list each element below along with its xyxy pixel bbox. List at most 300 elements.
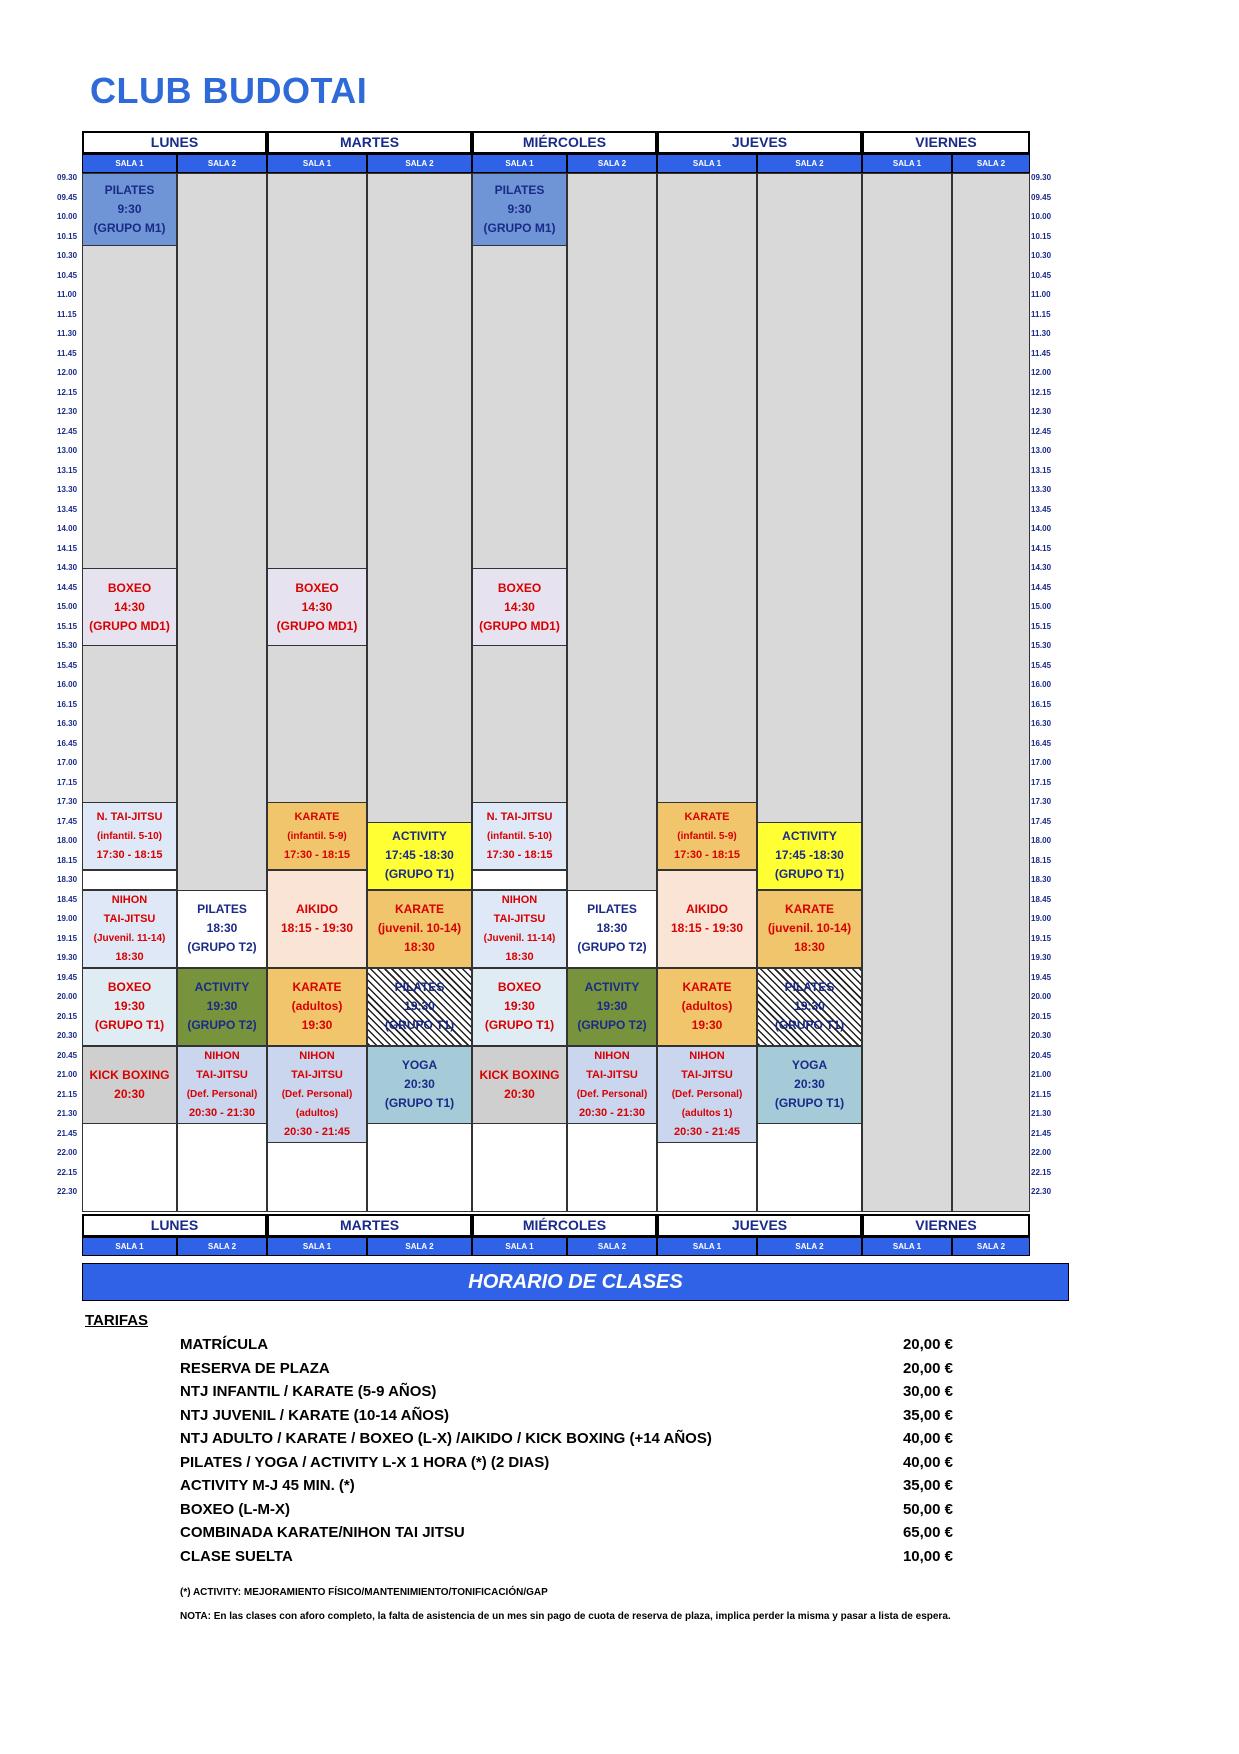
sala-header-9-bottom: SALA 2	[952, 1237, 1030, 1256]
sala-header-1-top: SALA 2	[177, 154, 267, 173]
class-block-jue-karate[interactable]	[657, 802, 757, 870]
class-line: 17:45 -18:30	[775, 848, 844, 863]
class-line: 20:30	[114, 1086, 145, 1101]
class-line: 18:15 - 19:30	[280, 921, 354, 935]
class-line: 18:30	[115, 950, 144, 963]
day-header-1-bottom: MARTES	[267, 1214, 472, 1237]
tarifa-label: NTJ JUVENIL / KARATE (10-14 AÑOS)	[180, 1406, 449, 1424]
class-line: (GRUPO T1)	[384, 1018, 455, 1033]
time-label-right: 11.45	[1031, 348, 1051, 358]
class-block-mier-pilates2[interactable]	[567, 890, 657, 968]
class-line: ACTIVITY	[782, 829, 837, 844]
class-line: (GRUPO M1)	[93, 221, 166, 236]
time-label-left: 17.15	[57, 777, 78, 787]
class-line: KICK BOXING	[479, 1067, 560, 1082]
class-block-mier-boxeo2[interactable]	[472, 968, 567, 1046]
time-label-right: 16.45	[1031, 738, 1052, 748]
time-label-left: 17.30	[57, 797, 78, 806]
class-line: KARATE	[684, 810, 730, 823]
class-block-mier-activity[interactable]	[567, 968, 657, 1046]
time-label-right: 09.45	[1031, 192, 1052, 202]
class-block-lunes-activity[interactable]	[177, 968, 267, 1046]
class-line: ACTIVITY	[392, 829, 447, 844]
time-label-left: 15.30	[57, 641, 78, 650]
sala-header-7-bottom: SALA 2	[757, 1237, 862, 1256]
time-label-left: 11.45	[57, 348, 77, 358]
class-block-jue-karate2[interactable]	[757, 890, 862, 968]
time-label-left: 20.00	[57, 992, 78, 1001]
time-label-left: 16.45	[57, 738, 78, 748]
time-label-left: 13.30	[57, 485, 78, 494]
time-label-right: 19.45	[1031, 972, 1052, 982]
class-line: 20:30 - 21:30	[188, 1106, 256, 1119]
class-line: AIKIDO	[686, 902, 728, 916]
class-line: TAI-JITSU	[681, 1069, 733, 1081]
class-line: (GRUPO T1)	[774, 867, 845, 882]
tarifa-price: 65,00 €	[902, 1524, 953, 1541]
tarifa-price: 10,00 €	[902, 1547, 953, 1565]
time-label-right: 12.00	[1031, 368, 1052, 377]
class-block-martes-karate3[interactable]	[267, 968, 367, 1046]
time-label-left: 14.00	[57, 524, 78, 533]
class-block-jue-activity[interactable]	[757, 822, 862, 890]
time-label-left: 15.00	[57, 602, 78, 611]
class-block-mier-ntai[interactable]	[472, 802, 567, 870]
day-header-3-bottom: JUEVES	[657, 1214, 862, 1237]
class-block-jue-yoga[interactable]	[757, 1046, 862, 1124]
sala-header-0-top: SALA 1	[82, 154, 177, 173]
class-line: PILATES	[104, 183, 155, 198]
class-line: (Juvenil. 11-14)	[483, 932, 556, 944]
time-label-right: 20.45	[1031, 1050, 1052, 1060]
tarifa-label: PILATES / YOGA / ACTIVITY L-X 1 HORA (*) (2 DIAS)	[180, 1453, 550, 1471]
class-line: (GRUPO MD1)	[89, 618, 170, 633]
time-label-left: 12.45	[57, 426, 78, 436]
class-line: TAI-JITSU	[291, 1069, 343, 1081]
class-line: (GRUPO T1)	[384, 867, 455, 882]
time-label-right: 21.30	[1031, 1109, 1052, 1118]
time-label-right: 16.30	[1031, 719, 1052, 728]
time-label-right: 20.15	[1031, 1011, 1052, 1021]
time-label-left: 21.15	[57, 1089, 78, 1099]
day-header-1-top: MARTES	[267, 131, 472, 154]
time-label-left: 12.15	[57, 387, 78, 397]
class-block-martes-pilates[interactable]	[367, 968, 472, 1046]
class-line: (GRUPO T1)	[774, 1096, 845, 1111]
footnote: (*) ACTIVITY: MEJORAMIENTO FÍSICO/MANTENIMIENTO/TONIFICACIÓN/GAP	[180, 1587, 548, 1598]
time-label-left: 20.45	[57, 1050, 78, 1060]
class-block-mier-boxeo[interactable]	[472, 568, 567, 646]
class-line: 20:30	[794, 1077, 825, 1092]
time-label-right: 14.00	[1031, 524, 1052, 533]
time-label-right: 13.00	[1031, 446, 1052, 455]
class-line: KARATE	[294, 810, 340, 823]
tarifa-price: 40,00 €	[902, 1453, 953, 1471]
class-line: (infantil. 5-9)	[677, 830, 737, 842]
class-block-martes-nihon[interactable]	[267, 1046, 367, 1144]
time-label-left: 13.45	[57, 504, 78, 514]
sala-header-0-bottom: SALA 1	[82, 1237, 177, 1256]
tarifa-label: RESERVA DE PLAZA	[180, 1359, 330, 1377]
day-header-0-bottom: LUNES	[82, 1214, 267, 1237]
class-line: BOXEO	[295, 580, 339, 595]
time-label-right: 17.30	[1031, 797, 1052, 806]
time-label-right: 11.30	[1031, 329, 1051, 338]
class-block-jue-pilates[interactable]	[757, 968, 862, 1046]
time-label-right: 12.15	[1031, 387, 1052, 397]
time-label-left: 13.15	[57, 465, 78, 475]
class-line: PILATES	[494, 183, 545, 198]
tarifas-heading: TARIFAS	[85, 1312, 149, 1329]
class-line: NIHON	[501, 893, 538, 906]
time-label-right: 17.15	[1031, 777, 1052, 787]
class-line: YOGA	[791, 1058, 828, 1073]
class-line: 20:30	[504, 1086, 535, 1101]
class-line: N. TAI-JITSU	[486, 810, 553, 823]
time-label-right: 20.00	[1031, 992, 1052, 1001]
class-line: (juvenil. 10-14)	[377, 921, 462, 936]
sala-header-3-bottom: SALA 2	[367, 1237, 472, 1256]
class-line: KARATE	[784, 902, 835, 917]
time-label-left: 13.00	[57, 446, 78, 455]
column-8	[862, 173, 952, 1212]
class-line: KARATE	[292, 980, 342, 995]
sala-header-2-top: SALA 1	[267, 154, 367, 173]
time-label-right: 21.45	[1031, 1128, 1052, 1138]
class-line: (GRUPO T2)	[577, 1018, 647, 1033]
class-line: BOXEO	[107, 580, 152, 595]
time-label-left: 11.30	[57, 329, 77, 338]
class-block-martes-yoga[interactable]	[367, 1046, 472, 1124]
time-label-right: 17.00	[1031, 758, 1052, 767]
time-label-right: 13.15	[1031, 465, 1052, 475]
time-label-left: 21.30	[57, 1109, 78, 1118]
class-line: (GRUPO MD1)	[276, 618, 358, 633]
class-block-lunes-pilates2[interactable]	[177, 890, 267, 968]
sala-header-2-bottom: SALA 1	[267, 1237, 367, 1256]
class-line: BOXEO	[107, 980, 152, 995]
class-line: TAI-JITSU	[103, 912, 156, 925]
time-label-right: 12.45	[1031, 426, 1052, 436]
class-line: (adultos 1)	[681, 1108, 733, 1119]
time-label-left: 16.30	[57, 719, 78, 728]
class-line: NIHON	[689, 1050, 725, 1062]
time-label-left: 16.00	[57, 680, 78, 689]
time-label-right: 19.00	[1031, 914, 1052, 923]
class-line: 17:45 -18:30	[385, 848, 454, 863]
time-label-right: 21.15	[1031, 1089, 1052, 1099]
time-label-left: 11.15	[57, 309, 77, 319]
class-line: (GRUPO T1)	[774, 1018, 845, 1033]
class-block-lunes-ntai[interactable]	[82, 802, 177, 870]
day-header-3-top: JUEVES	[657, 131, 862, 154]
time-label-left: 17.45	[57, 816, 78, 826]
class-line: 19:30	[114, 999, 145, 1014]
class-line: 14:30	[301, 599, 333, 614]
class-block-jue-nihon[interactable]	[657, 1046, 757, 1144]
class-line: NIHON	[111, 893, 148, 906]
day-header-4-top: VIERNES	[862, 131, 1030, 154]
sala-header-6-top: SALA 1	[657, 154, 757, 173]
sala-header-7-top: SALA 2	[757, 154, 862, 173]
sala-header-5-top: SALA 2	[567, 154, 657, 173]
sala-header-8-bottom: SALA 1	[862, 1237, 952, 1256]
tarifa-label: COMBINADA KARATE/NIHON TAI JITSU	[180, 1524, 465, 1541]
time-label-left: 16.15	[57, 699, 78, 709]
empty-slot-11	[82, 870, 177, 890]
class-block-lunes-boxeo2[interactable]	[82, 968, 177, 1046]
class-line: 9:30	[117, 202, 142, 217]
sala-header-3-top: SALA 2	[367, 154, 472, 173]
class-line: 20:30 - 21:30	[578, 1106, 646, 1119]
time-label-left: 19.30	[57, 953, 78, 962]
time-label-left: 22.15	[57, 1167, 78, 1177]
tarifa-price: 30,00 €	[902, 1383, 953, 1400]
class-block-lunes-boxeo[interactable]	[82, 568, 177, 646]
sala-header-6-bottom: SALA 1	[657, 1237, 757, 1256]
tarifa-price: 35,00 €	[902, 1406, 953, 1424]
class-line: (infantil. 5-10)	[96, 830, 162, 842]
time-label-left: 12.00	[57, 368, 78, 377]
time-label-left: 10.00	[57, 212, 78, 221]
class-line: 19:30	[794, 999, 825, 1014]
class-line: 18:30	[505, 950, 534, 963]
time-label-right: 13.45	[1031, 504, 1052, 514]
class-line: 19:30	[206, 999, 238, 1014]
class-line: (GRUPO T1)	[384, 1096, 455, 1111]
class-line: 18:15 - 19:30	[670, 921, 744, 935]
class-line: (juvenil. 10-14)	[767, 921, 852, 936]
class-line: (GRUPO T2)	[187, 1018, 257, 1033]
time-label-left: 14.30	[57, 563, 78, 572]
time-label-right: 21.00	[1031, 1070, 1052, 1079]
class-line: (Def. Personal)	[671, 1089, 743, 1100]
class-line: (GRUPO M1)	[483, 221, 556, 236]
class-line: 14:30	[114, 599, 145, 614]
time-label-right: 22.00	[1031, 1148, 1052, 1157]
class-line: 18:30	[596, 921, 628, 936]
class-line: 19:30	[691, 1018, 723, 1033]
sala-header-5-bottom: SALA 2	[567, 1237, 657, 1256]
day-header-2-bottom: MIÉRCOLES	[472, 1214, 657, 1237]
time-label-right: 19.15	[1031, 933, 1052, 943]
time-label-right: 11.00	[1031, 290, 1051, 299]
time-label-right: 11.15	[1031, 309, 1051, 319]
class-line: (Def. Personal)	[186, 1088, 258, 1100]
class-line: 19:30	[301, 1018, 333, 1033]
time-label-left: 19.00	[57, 914, 78, 923]
class-block-jue-karate3[interactable]	[657, 968, 757, 1046]
empty-slot-9	[472, 870, 567, 890]
time-label-left: 18.15	[57, 855, 78, 865]
class-line: PILATES	[784, 980, 835, 995]
class-block-jue-aikido[interactable]	[657, 870, 757, 968]
time-label-left: 18.45	[57, 894, 78, 904]
time-label-right: 12.30	[1031, 407, 1052, 416]
class-block-martes-karate2[interactable]	[367, 890, 472, 968]
time-label-left: 10.45	[57, 270, 78, 280]
tarifa-label: ACTIVITY M-J 45 MIN. (*)	[180, 1477, 355, 1494]
time-label-left: 21.00	[57, 1070, 78, 1079]
time-label-right: 15.30	[1031, 641, 1052, 650]
class-line: 18:30	[794, 940, 825, 955]
tarifa-label: NTJ INFANTIL / KARATE (5-9 AÑOS)	[180, 1383, 437, 1400]
class-line: 19:30	[404, 999, 435, 1014]
sala-header-8-top: SALA 1	[862, 154, 952, 173]
time-label-left: 10.30	[57, 251, 78, 260]
class-line: YOGA	[401, 1058, 438, 1073]
time-label-left: 20.15	[57, 1011, 78, 1021]
class-line: (GRUPO T1)	[94, 1018, 165, 1033]
class-line: (adultos)	[681, 999, 733, 1014]
class-line: NIHON	[594, 1049, 630, 1062]
time-label-right: 10.30	[1031, 251, 1052, 260]
class-line: (infantil. 5-10)	[486, 830, 552, 842]
time-label-left: 22.00	[57, 1148, 78, 1157]
page-title: CLUB BUDOTAI	[90, 70, 368, 111]
class-block-martes-karate[interactable]	[267, 802, 367, 870]
class-line: (GRUPO T2)	[577, 940, 647, 955]
sala-header-4-top: SALA 1	[472, 154, 567, 173]
class-line: BOXEO	[497, 980, 542, 995]
time-label-left: 15.15	[57, 621, 78, 631]
class-line: ACTIVITY	[194, 980, 250, 995]
class-block-mier-kick[interactable]	[472, 1046, 567, 1124]
class-line: (adultos)	[295, 1108, 339, 1119]
time-label-left: 17.00	[57, 758, 78, 767]
sala-header-4-bottom: SALA 1	[472, 1237, 567, 1256]
time-label-right: 15.45	[1031, 660, 1052, 670]
time-label-left: 09.45	[57, 192, 78, 202]
class-line: 17:30 - 18:15	[283, 848, 351, 861]
class-line: PILATES	[587, 902, 637, 917]
tarifa-price: 50,00 €	[902, 1500, 953, 1518]
tarifa-price: 35,00 €	[902, 1477, 953, 1494]
class-block-lunes-nihon2[interactable]	[177, 1046, 267, 1124]
class-line: AIKIDO	[296, 902, 338, 916]
class-line: TAI-JITSU	[586, 1068, 638, 1081]
class-line: TAI-JITSU	[196, 1068, 248, 1081]
time-label-right: 10.45	[1031, 270, 1052, 280]
time-label-right: 14.45	[1031, 582, 1052, 592]
time-label-right: 18.00	[1031, 836, 1052, 845]
tarifa-label: CLASE SUELTA	[180, 1547, 293, 1565]
time-label-left: 11.00	[57, 290, 77, 299]
class-line: 20:30 - 21:45	[283, 1126, 351, 1138]
class-line: (GRUPO MD1)	[479, 618, 560, 633]
time-label-left: 10.15	[57, 231, 78, 241]
class-line: 20:30 - 21:45	[673, 1126, 741, 1138]
column-9	[952, 173, 1030, 1212]
time-label-right: 10.15	[1031, 231, 1052, 241]
class-line: NIHON	[204, 1049, 240, 1062]
time-label-right: 14.30	[1031, 563, 1052, 572]
time-label-left: 18.30	[57, 875, 78, 884]
class-line: (infantil. 5-9)	[287, 830, 347, 842]
time-label-left: 15.45	[57, 660, 78, 670]
tarifa-price: 20,00 €	[902, 1336, 953, 1353]
class-line: PILATES	[197, 902, 247, 917]
class-line: ACTIVITY	[584, 980, 640, 995]
time-label-right: 20.30	[1031, 1031, 1052, 1040]
time-label-left: 19.15	[57, 933, 78, 943]
class-block-mier-nihon2[interactable]	[567, 1046, 657, 1124]
time-label-left: 22.30	[57, 1187, 78, 1196]
class-block-lunes-nihon[interactable]	[82, 890, 177, 968]
time-label-left: 20.30	[57, 1031, 78, 1040]
day-header-4-bottom: VIERNES	[862, 1214, 1030, 1237]
day-header-0-top: LUNES	[82, 131, 267, 154]
tarifa-label: BOXEO (L-M-X)	[180, 1500, 290, 1518]
class-line: 19:30	[596, 999, 628, 1014]
class-block-mier-nihon[interactable]	[472, 890, 567, 968]
time-label-left: 12.30	[57, 407, 78, 416]
class-line: KICK BOXING	[89, 1067, 170, 1082]
time-label-right: 22.30	[1031, 1187, 1052, 1196]
time-label-right: 19.30	[1031, 953, 1052, 962]
class-line: 18:30	[206, 921, 238, 936]
class-line: PILATES	[394, 980, 445, 995]
time-label-right: 10.00	[1031, 212, 1052, 221]
class-line: (Def. Personal)	[576, 1088, 648, 1100]
class-line: KARATE	[394, 902, 445, 917]
class-line: 17:30 - 18:15	[486, 848, 553, 861]
day-header-2-top: MIÉRCOLES	[472, 131, 657, 154]
tarifa-price: 20,00 €	[902, 1359, 953, 1377]
time-label-left: 14.45	[57, 582, 78, 592]
class-line: 14:30	[504, 599, 535, 614]
class-line: KARATE	[682, 980, 732, 995]
time-label-left: 09.30	[57, 173, 78, 182]
schedule-banner: HORARIO DE CLASES	[82, 1263, 1069, 1301]
class-line: 20:30	[404, 1077, 435, 1092]
class-block-lunes-kick[interactable]	[82, 1046, 177, 1124]
class-line: (adultos)	[291, 999, 343, 1014]
class-block-martes-activity[interactable]	[367, 822, 472, 890]
time-label-right: 14.15	[1031, 543, 1052, 553]
class-line: NIHON	[299, 1050, 335, 1062]
class-block-mier-pilates[interactable]	[472, 173, 567, 246]
class-block-martes-boxeo[interactable]	[267, 568, 367, 646]
time-label-left: 21.45	[57, 1128, 78, 1138]
tarifa-label: MATRÍCULA	[180, 1336, 269, 1353]
class-block-martes-aikido[interactable]	[267, 870, 367, 968]
class-line: 9:30	[507, 202, 532, 217]
class-line: (GRUPO T1)	[484, 1018, 555, 1033]
class-block-lunes-pilates[interactable]	[82, 173, 177, 246]
class-line: (GRUPO T2)	[187, 940, 257, 955]
class-line: 18:30	[404, 940, 435, 955]
time-label-right: 15.15	[1031, 621, 1052, 631]
time-label-right: 18.45	[1031, 894, 1052, 904]
time-label-left: 19.45	[57, 972, 78, 982]
time-label-right: 13.30	[1031, 485, 1052, 494]
nota: NOTA: En las clases con aforo completo, la falta de asistencia de un mes sin pago de cuota de reserva de plaza, implica perder la misma y pasar a lista de espera.	[180, 1611, 951, 1622]
time-label-right: 16.00	[1031, 680, 1052, 689]
class-line: N. TAI-JITSU	[96, 810, 163, 823]
time-label-right: 18.15	[1031, 855, 1052, 865]
tarifa-price: 40,00 €	[902, 1430, 953, 1447]
time-label-right: 16.15	[1031, 699, 1052, 709]
class-line: 19:30	[504, 999, 535, 1014]
sala-header-9-top: SALA 2	[952, 154, 1030, 173]
time-label-right: 17.45	[1031, 816, 1052, 826]
time-label-left: 18.00	[57, 836, 78, 845]
class-line: 17:30 - 18:15	[673, 848, 741, 861]
time-label-right: 15.00	[1031, 602, 1052, 611]
time-label-right: 09.30	[1031, 173, 1052, 182]
class-line: (Def. Personal)	[281, 1089, 353, 1100]
